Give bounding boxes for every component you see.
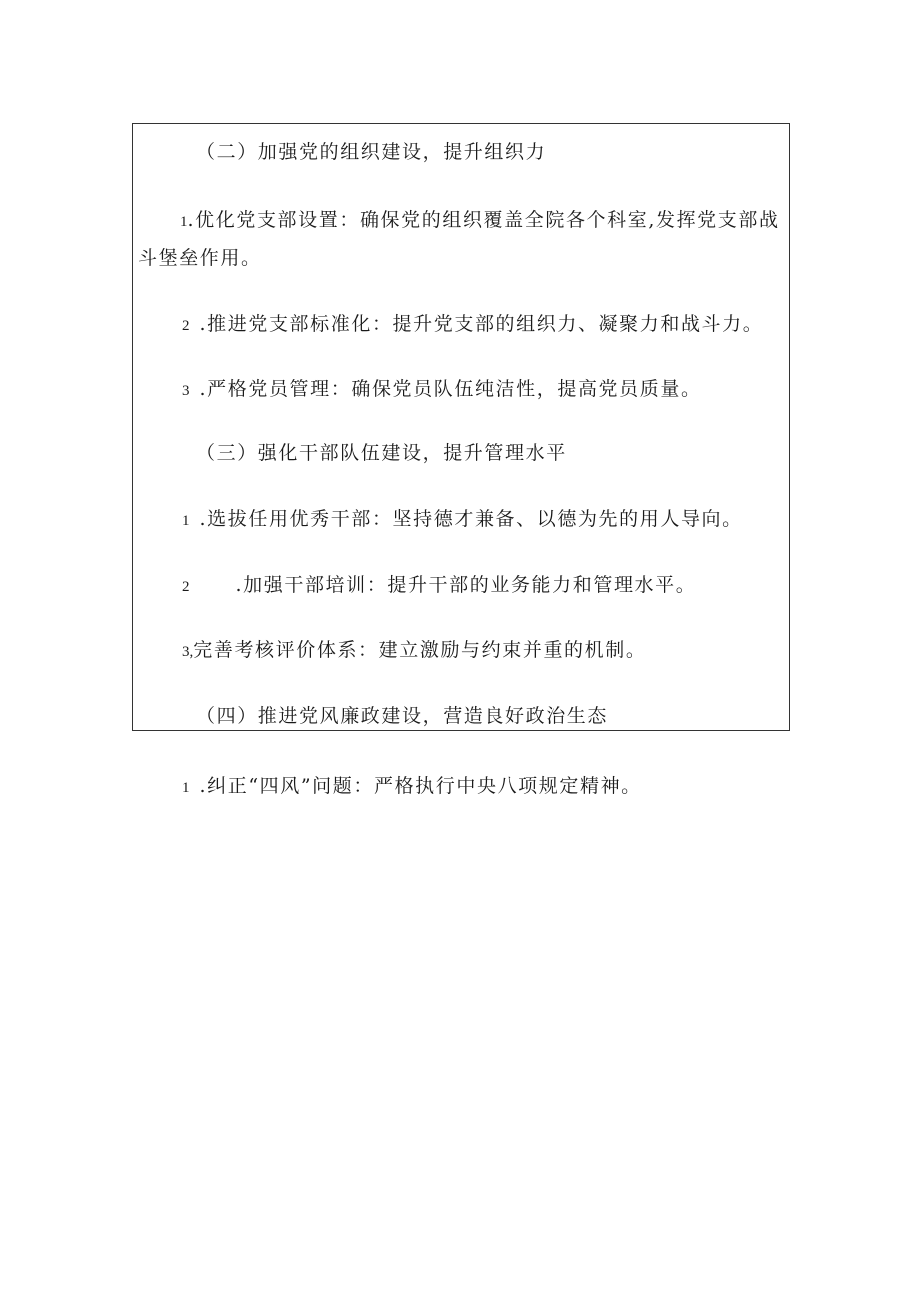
list-item-3-2 — [182, 573, 696, 599]
list-item-2-3 — [182, 377, 702, 403]
item-text: .推进党支部标准化：提升党支部的组织力、凝聚力和战斗力。 — [199, 313, 764, 335]
list-item-2-2 — [182, 312, 763, 338]
item-text: 完善考核评价体系：建立激励与约束并重的机制。 — [193, 639, 647, 661]
item-number: 1 — [182, 513, 190, 529]
list-item-3-3 — [182, 638, 646, 664]
item-text: .纠正“四风”问题：严格执行中央八项规定精神。 — [199, 775, 642, 797]
item-number: 1 — [182, 780, 190, 796]
list-item-2-1 — [138, 202, 788, 276]
item-number: 3 — [182, 383, 190, 399]
section-heading-2: （二）加强党的组织建设，提升组织力 — [196, 141, 547, 163]
item-number: 1 — [180, 214, 188, 230]
section-heading-3: （三）强化干部队伍建设，提升管理水平 — [196, 442, 567, 464]
item-number: 2 — [182, 318, 190, 334]
item-number: 3, — [182, 644, 194, 660]
item-number: 2 — [182, 579, 190, 595]
list-item-4-1 — [182, 774, 642, 800]
item-text: .严格党员管理：确保党员队伍纯洁性，提高党员质量。 — [199, 378, 702, 400]
list-item-3-1 — [182, 507, 743, 533]
section-heading-4: （四）推进党风廉政建设，营造良好政治生态 — [196, 705, 609, 727]
item-text: .优化党支部设置：确保党的组织覆盖全院各个科室,发挥党支部战斗堡垒作用。 — [138, 209, 780, 269]
item-text: .加强干部培训：提升干部的业务能力和管理水平。 — [235, 574, 697, 596]
item-text: .选拔任用优秀干部：坚持德才兼备、以德为先的用人导向。 — [199, 508, 743, 530]
